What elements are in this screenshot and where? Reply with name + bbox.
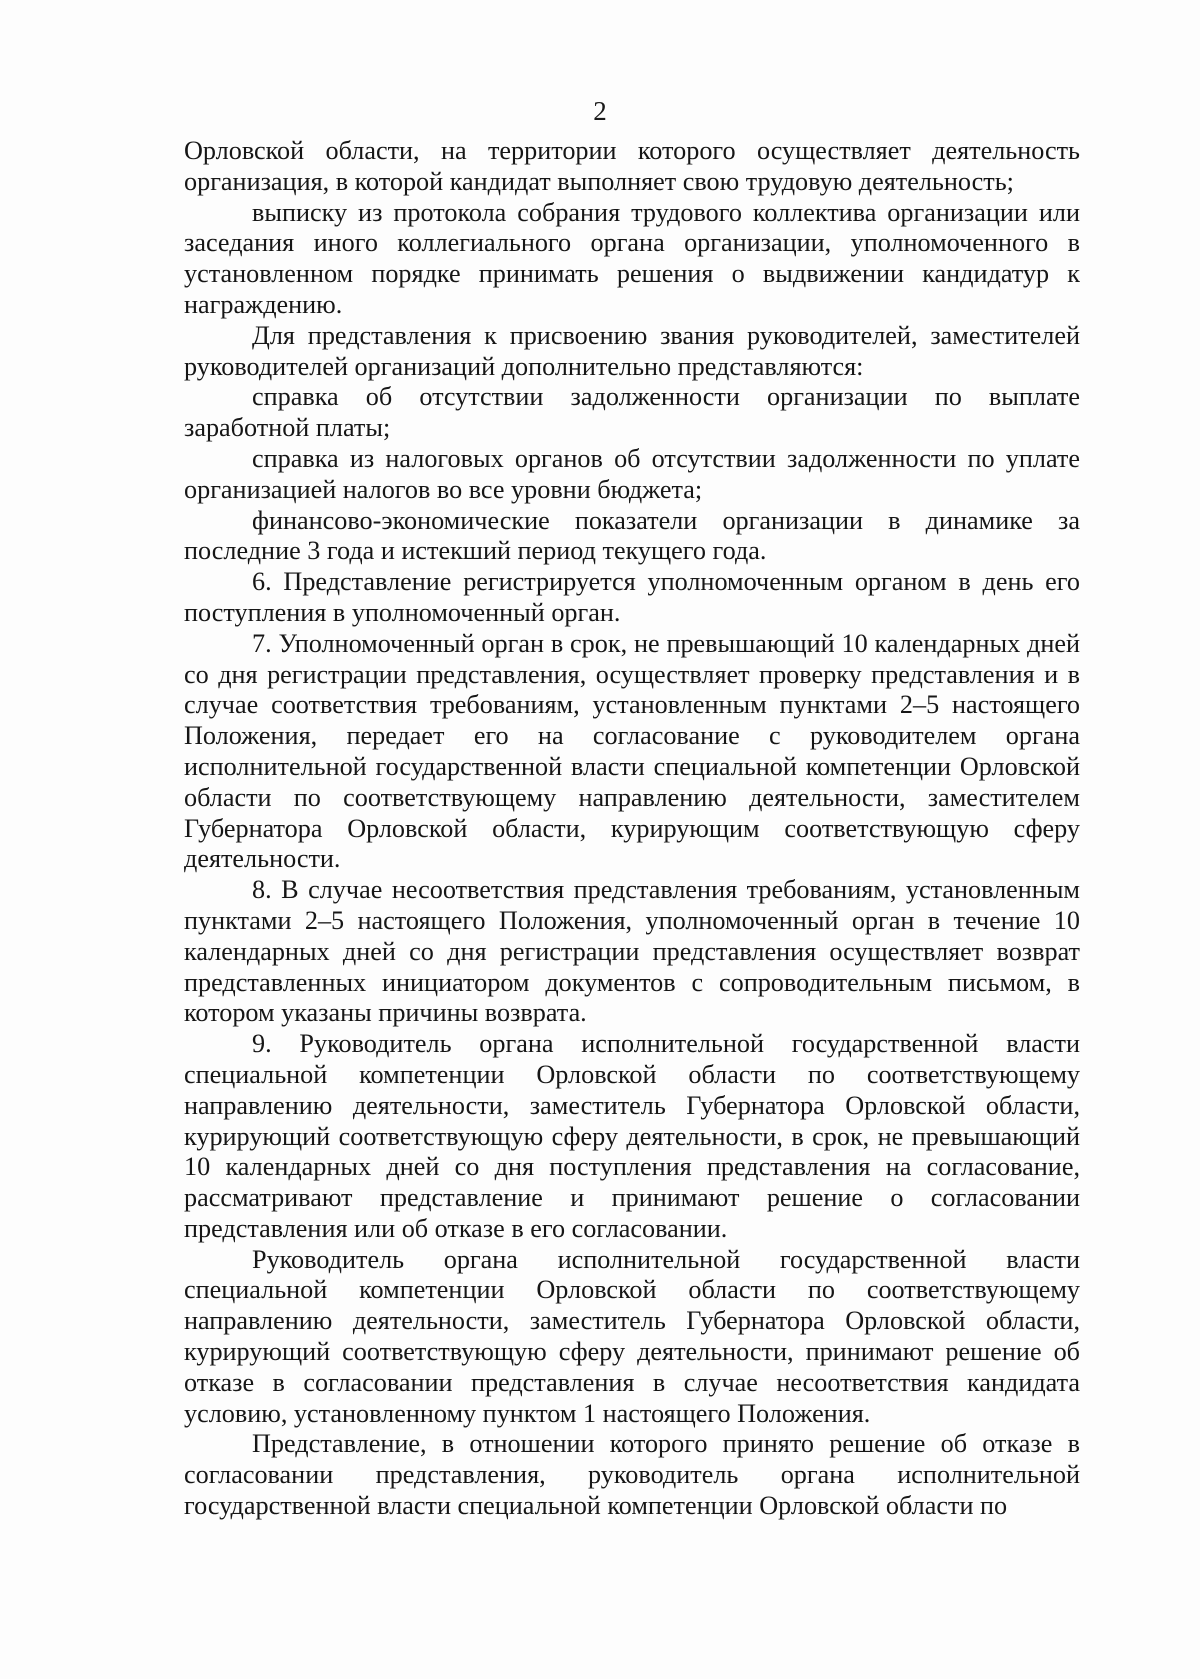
paragraph-item-6: 6. Представление регистрируется уполномоченным органом в день его поступления в уполномоченный орган. — [184, 567, 1080, 627]
paragraph-protocol-extract: выписку из протокола собрания трудового коллектива организации или заседания иного коллегиального органа организации, уполномоченного в установленном порядке принимать решения о выдвижении кандидатур к награждению. — [184, 197, 1080, 319]
page-number: 2 — [593, 96, 607, 126]
paragraph-item-9: 9. Руководитель органа исполнительной государственной власти специальной компетенции Орловской области по соответствующему направлению деятельности, заместитель Губернатора Орловской области, курирующий соответствующую сферу деятельности, в срок, не превышающий 10 календарных дней со дня поступления представления на согласование, рассматривают представление и принимают решение о согласовании представления или об отказе в его согласовании. — [184, 1029, 1080, 1243]
paragraph-financial-indicators: финансово-экономические показатели организации в динамике за последние 3 года и истекший период текущего года. — [184, 505, 1080, 566]
paragraph-managers-requirements: Для представления к присвоению звания руководителей, заместителей руководителей организаций дополнительно представляются: — [184, 320, 1080, 381]
document-body — [184, 136, 1080, 1522]
paragraph-refused-submission: Представление, в отношении которого принято решение об отказе в согласовании представления, руководитель органа исполнительной государственной власти специальной компетенции Орловской области по — [184, 1429, 1080, 1521]
paragraph-continuation: Орловской области, на территории которого осуществляет деятельность организация, в которой кандидат выполняет свою трудовую деятельность; — [184, 136, 1080, 196]
paragraph-item-8: 8. В случае несоответствия представления требованиям, установленным пунктами 2–5 настоящего Положения, уполномоченный орган в течение 10 календарных дней со дня регистрации представления осуществляет возврат представленных инициатором документов с сопроводительным письмом, в котором указаны причины возврата. — [184, 875, 1080, 1028]
paragraph-tax-certificate: справка из налоговых органов об отсутствии задолженности по уплате организацией налогов во все уровни бюджета; — [184, 443, 1080, 504]
paragraph-refusal-decision: Руководитель органа исполнительной государственной власти специальной компетенции Орловской области по соответствующему направлению деятельности, заместитель Губернатора Орловской области, курирующий соответствующую сферу деятельности, принимают решение об отказе в согласовании представления в случае несоответствия кандидата условию, установленному пунктом 1 настоящего Положения. — [184, 1244, 1080, 1428]
paragraph-item-7: 7. Уполномоченный орган в срок, не превышающий 10 календарных дней со дня регистрации представления, осуществляет проверку представления и в случае соответствия требованиям, установленным пунктами 2–5 настоящего Положения, передает его на согласование с руководителем органа исполнительной государственной власти специальной компетенции Орловской области по соответствующему направлению деятельности, заместителем Губернатора Орловской области, курирующим соответствующую сферу деятельности. — [184, 628, 1080, 874]
paragraph-salary-certificate: справка об отсутствии задолженности организации по выплате заработной платы; — [184, 382, 1080, 443]
